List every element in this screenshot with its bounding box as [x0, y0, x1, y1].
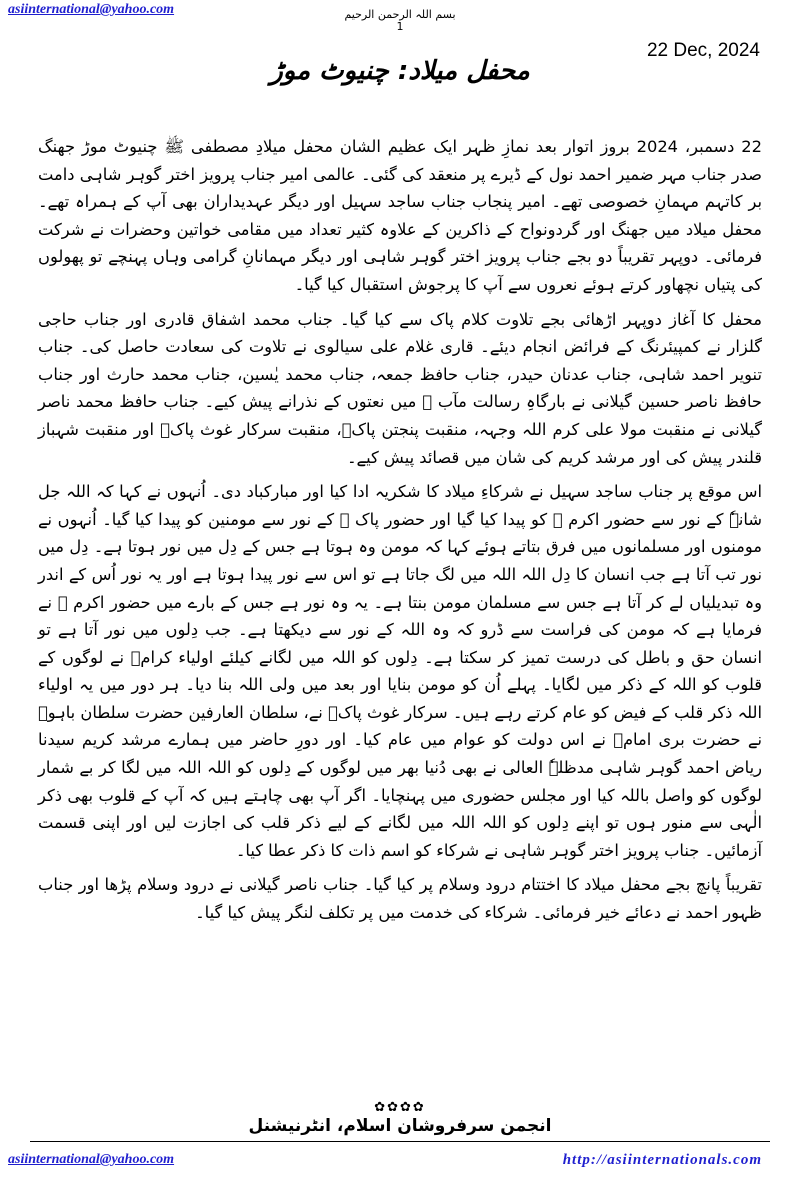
footer-email-link[interactable]: asiinternational@yahoo.com — [8, 1152, 175, 1167]
paragraph-closing: تقریباً پانچ بجے محفل میلاد کا اختتام درود وسلام پر کیا گیا۔ جناب ناصر گیلانی نے درود وسلام پڑھا اور جناب ظہور احمد نے دعائے خیر فرمائی۔ شرکاء کی خدمت میں پر تکلف لنگر پیش کیا گیا۔ — [38, 875, 762, 923]
report-date: 22 Dec, 2024 — [646, 40, 760, 61]
footer-website-link[interactable]: http://asiinternationals.com — [562, 1152, 762, 1168]
footer-divider — [30, 1141, 770, 1142]
flower-ornament-icon: ✿✿✿✿ — [374, 1100, 426, 1115]
paragraph-program: محفل کا آغاز دوپہر اڑھائی بجے تلاوت کلام پاک سے کیا گیا۔ جناب محمد اشفاق قادری اور جناب حاجی گلزار نے کمپیئرنگ کے فرائض انجام دیئے۔ قاری غلام علی سیالوی نے تلاوت کی سعادت حاصل کی۔ جناب تنویر احمد شاہی، جناب عدنان حیدر، جناب حافظ جمعہ، جناب محمد یٰسین، جناب محمد حارث اور جناب حافظ ناصر حسین گیلانی نے بارگاہِ رسالت مآب ﷺ میں نعتوں کے نذرانے پیش کیے۔ جناب حافظ محمد ناصر گیلانی نے منقبت مولا علی کرم اللہ وجہہ، منقبت پنجتن پاکؑ، منقبت سرکار غوث پاکؒ اور منقبت شہباز قلندر پیش کی اور مرشد کریم کی شان میں قصائد پیش کیے۔ — [38, 309, 762, 467]
page-title: محفل میلاد: چنیوٹ موڑ — [270, 56, 530, 86]
page-number: 1 — [396, 20, 404, 33]
header-email-link[interactable]: asiinternational@yahoo.com — [8, 2, 175, 17]
paragraph-event-intro: 22 دسمبر، 2024 بروز اتوار بعد نمازِ ظہر ایک عظیم الشان محفل میلادِ مصطفی ﷺ چنیوٹ موڑ جھنگ صدر جناب مہر ضمیر احمد نول کے ڈیرے پر منعقد کی گئی۔ عالمی امیر جناب پرویز اختر گوہر شاہی دامت بر کاتہم مہمانِ خصوصی تھے۔ امیر پنجاب جناب ساجد سہیل اور دیگر عہدیداران بھی آپ کے ہمراہ تھے۔ محفل میلاد میں جھنگ اور گردونواح کے ذاکرین کے علاوہ کثیر تعداد میں مقامی خواتین وحضرات نے شرکت فرمائی۔ دوپہر تقریباً دو بجے جناب پرویز اختر گوہر شاہی اور دیگر مہمانانِ گرامی وہاں پہنچے تو پھولوں کی پتیاں نچھاور کرتے ہوئے نعروں سے آپ کا پرجوش استقبال کیا گیا۔ — [38, 137, 762, 294]
organization-name: انجمن سرفروشان اسلام، انٹرنیشنل — [248, 1116, 552, 1136]
article-body — [38, 133, 762, 934]
paragraph-speech: اس موقع پر جناب ساجد سہیل نے شرکاءِ میلاد کا شکریہ ادا کیا اور مبارکباد دی۔ اُنہوں نے کہا کہ اللہ جل شانہٗ کے نور سے حضور اکرم ﷺ کو پیدا کیا گیا اور حضور پاک ﷺ کے نور سے مومنین کو پیدا کیا گیا۔ اُنہوں نے مومنوں اور مسلمانوں میں فرق بتاتے ہوئے کہا کہ مومن وہ ہوتا ہے جس کے دِل میں نور ہوتا ہے۔ دِل میں نور تب آتا ہے جب انسان کا دِل اللہ اللہ میں لگ جاتا ہے تو اس سے نور پیدا ہوتا ہے اور یہ نور اُس کے اندر وہ تبدیلیاں لے کر آتا ہے جس سے مسلمان مومن بنتا ہے۔ یہ وہ نور ہے جس کے بارے میں حضور اکرم ﷺ نے فرمایا ہے کہ مومن کی فراست سے ڈرو کہ وہ اللہ کے نور سے دیکھتا ہے۔ جب دِلوں میں نور آتا ہے تو انسان حق و باطل کی درست تمیز کر سکتا ہے۔ دِلوں کو اللہ میں لگانے کیلئے اولیاء کرامؒ نے لوگوں کے قلوب کو اللہ کے ذکر میں لگایا۔ پہلے اُن کو مومن بنایا اور بعد میں ولی اللہ بنا دیا۔ ہر دور میں یہ اولیاء اللہ ذکر قلب کے فیض کو عام کرتے رہے ہیں۔ سرکار غوث پاکؒ نے، سلطان العارفین حضرت سلطان باہوؒ نے حضرت بری امامؒ نے اس دولت کو عوام میں عام کیا۔ اور دورِ حاضر میں ہمارے مرشد کریم سیدنا ریاض احمد گوہر شاہی مدظلہٗ العالی نے بھی دُنیا بھر میں لوگوں کے دِلوں کو اللہ اللہ میں لگا کر بے شمار لوگوں کو واصل باللہ کیا اور مجلس حضوری میں پہنچایا۔ اگر آپ بھی چاہتے ہیں کہ آپ کے قلوب بھی ذکر الٰہی سے منور ہوں تو اپنے دِلوں کو اللہ اللہ میں لگانے کے لیے ذکر قلب کی اجازت لیں اور اپنی قسمت آزمائیں۔ جناب پرویز اختر گوہر شاہی نے شرکاء کو اسم ذات کا ذکر عطا کیا۔ — [38, 482, 762, 860]
bismillah-heading: بسم اللہ الرحمن الرحیم — [344, 8, 456, 21]
